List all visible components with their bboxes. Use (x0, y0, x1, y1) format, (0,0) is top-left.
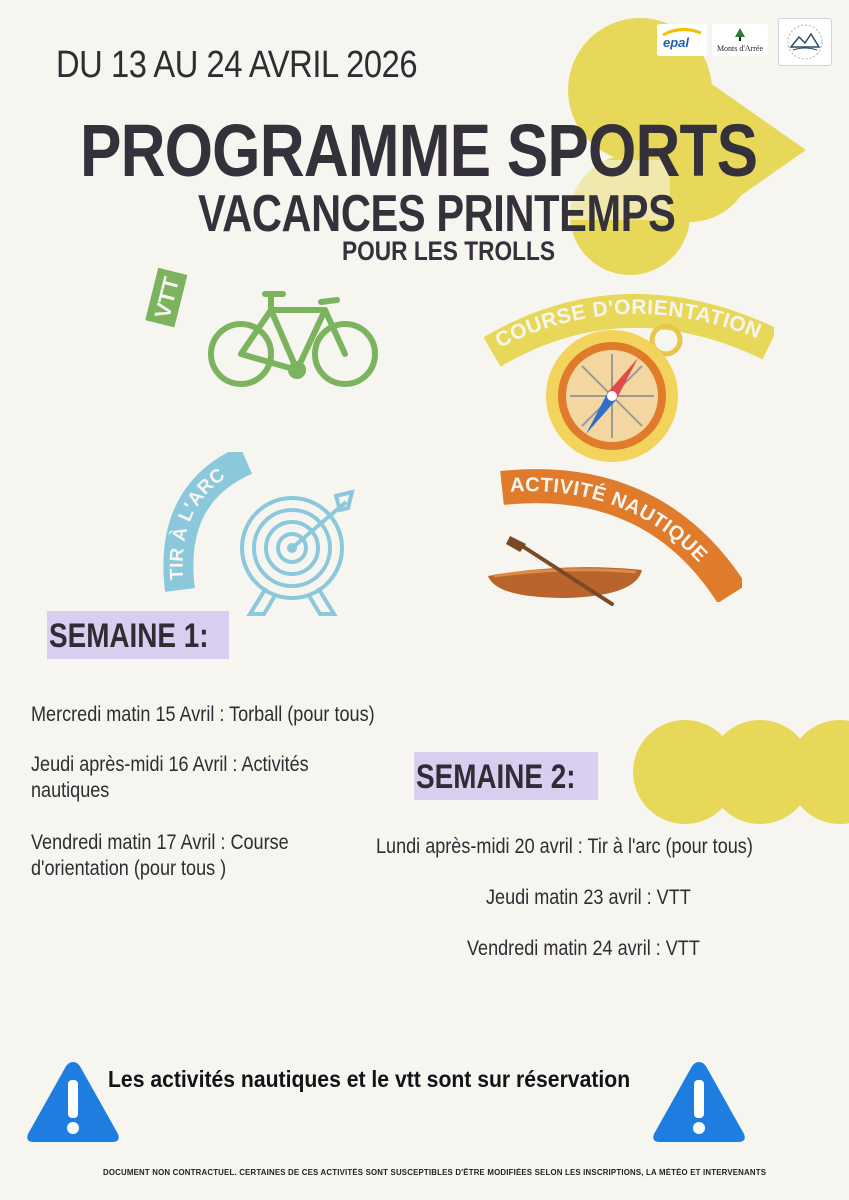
week2-item-monday: Lundi après-midi 20 avril : Tir à l'arc (pour tous) (376, 835, 753, 858)
parc-logo (778, 18, 832, 66)
week2-label: SEMAINE 2: (414, 752, 598, 800)
week1-label: SEMAINE 1: (47, 611, 229, 659)
vtt-badge (138, 266, 198, 332)
bicycle-icon (205, 284, 383, 394)
week1-item-thursday-cont: nautiques (31, 779, 110, 802)
compass-icon (544, 318, 690, 466)
svg-text:epal: epal (663, 35, 690, 50)
tree-logo-icon (713, 25, 767, 55)
warning-icon (650, 1058, 748, 1146)
svg-text:TIR À L'ARC: TIR À L'ARC (166, 464, 230, 581)
disclaimer-footer: DOCUMENT NON CONTRACTUEL. CERTAINES DE CES ACTIVITÉS SONT SUSCEPTIBLES D'ÊTRE MODIFIÉES SELON LES INSCRIPTIONS, LA MÉTÉO ET INTERVENANTS (103, 1168, 767, 1177)
reservation-notice: Les activités nautiques et le vtt sont sur réservation (108, 1066, 631, 1092)
date-range: DU 13 AU 24 AVRIL 2026 (56, 44, 418, 86)
svg-text:COURSE D'ORIENTATION: COURSE D'ORIENTATION (491, 295, 765, 353)
svg-text:VTT: VTT (149, 274, 184, 321)
page-title: PROGRAMME SPORTS (80, 109, 758, 192)
week1-item-friday-cont: d'orientation (pour tous ) (31, 857, 227, 880)
week1-item-thursday: Jeudi après-midi 16 Avril : Activités (31, 753, 309, 776)
epal-logo (657, 24, 707, 56)
audience-label: POUR LES TROLLS (342, 236, 555, 266)
monts-darree-logo (712, 24, 768, 56)
page-subtitle: VACANCES PRINTEMPS (198, 185, 676, 243)
week1-item-wednesday: Mercredi matin 15 Avril : Torball (pour tous) (31, 703, 375, 726)
canoe-icon (486, 532, 646, 612)
epal-icon (659, 27, 705, 53)
week2-item-thursday: Jeudi matin 23 avril : VTT (486, 886, 691, 909)
week1-item-friday: Vendredi matin 17 Avril : Course (31, 831, 289, 854)
svg-text:Monts d'Arrée: Monts d'Arrée (716, 44, 764, 53)
mountain-logo-icon (781, 21, 829, 63)
target-icon (236, 488, 368, 618)
week2-item-friday: Vendredi matin 24 avril : VTT (467, 937, 700, 960)
svg-text:ACTIVITÉ NAUTIQUE: ACTIVITÉ NAUTIQUE (509, 474, 712, 567)
